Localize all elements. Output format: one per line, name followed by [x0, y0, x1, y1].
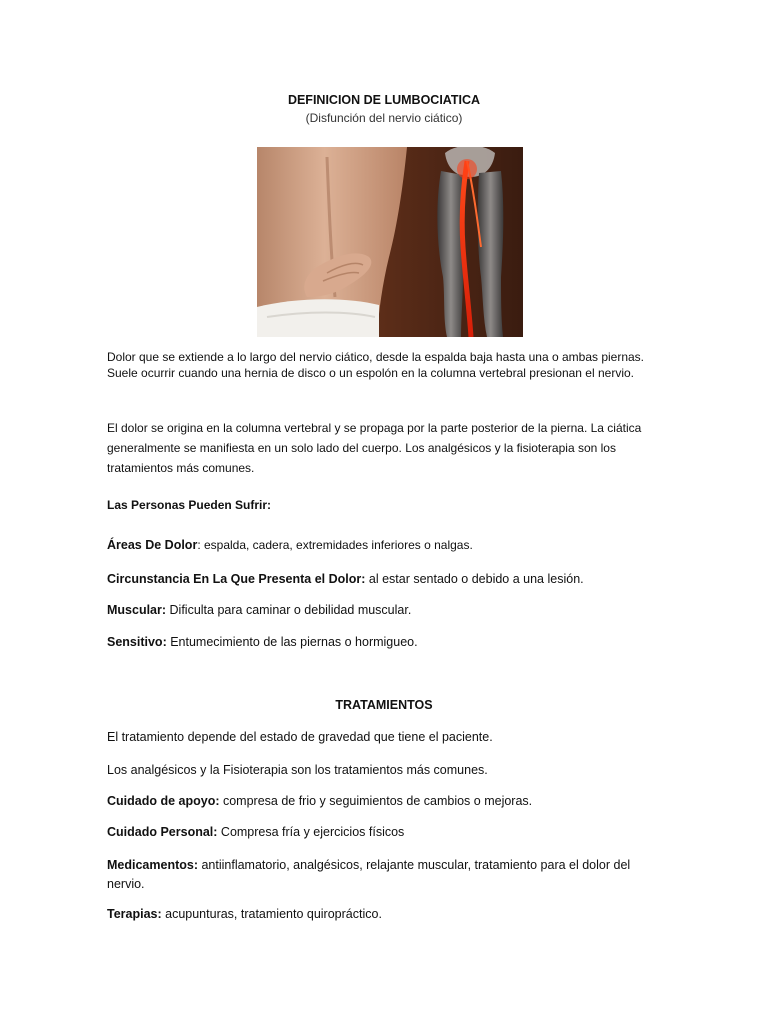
treatment-item: Medicamentos: antiinflamatorio, analgésicos, relajante muscular, tratamiento para el dolor del nervio. [107, 858, 631, 891]
origin-paragraph: El dolor se origina en la columna vertebral y se propaga por la parte posterior de la pierna. La ciática generalmente se manifiesta en un solo lado del cuerpo. Los analgésicos y la fisioterapia son los tratamientos más comunes. [107, 421, 642, 475]
page-title: DEFINICION DE LUMBOCIATICA [287, 93, 481, 107]
symptom-item: Sensitivo: Entumecimiento de las piernas o hormigueo. [107, 635, 418, 649]
treatment-intro-line: El tratamiento depende del estado de gravedad que tiene el paciente. [107, 730, 493, 744]
symptom-item: Áreas De Dolor: espalda, cadera, extremidades inferiores o nalgas. [107, 538, 473, 552]
back-and-leg-picture [257, 147, 523, 337]
treatment-intro-line: Los analgésicos y la Fisioterapia son los tratamientos más comunes. [107, 763, 488, 777]
symptom-item: Muscular: Dificulta para caminar o debilidad muscular. [107, 603, 412, 617]
sciatica-illustration [257, 147, 523, 337]
definition-paragraph: Dolor que se extiende a lo largo del nervio ciático, desde la espalda baja hasta una o ambas piernas. Suele ocurrir cuando una hernia de disco o un espolón en la columna vertebral presionan el nervio. [107, 350, 645, 380]
page-subtitle: (Disfunción del nervio ciático) [305, 111, 463, 125]
symptom-item: Circunstancia En La Que Presenta el Dolor: al estar sentado o debido a una lesión. [107, 572, 584, 586]
treatments-heading: TRATAMIENTOS [335, 698, 433, 712]
treatment-item: Terapias: acupunturas, tratamiento quiropráctico. [107, 907, 382, 921]
treatment-item: Cuidado Personal: Compresa fría y ejercicios físicos [107, 825, 405, 839]
symptoms-heading: Las Personas Pueden Sufrir: [107, 498, 272, 512]
treatment-item: Cuidado de apoyo: compresa de frio y seguimientos de cambios o mejoras. [107, 794, 533, 808]
